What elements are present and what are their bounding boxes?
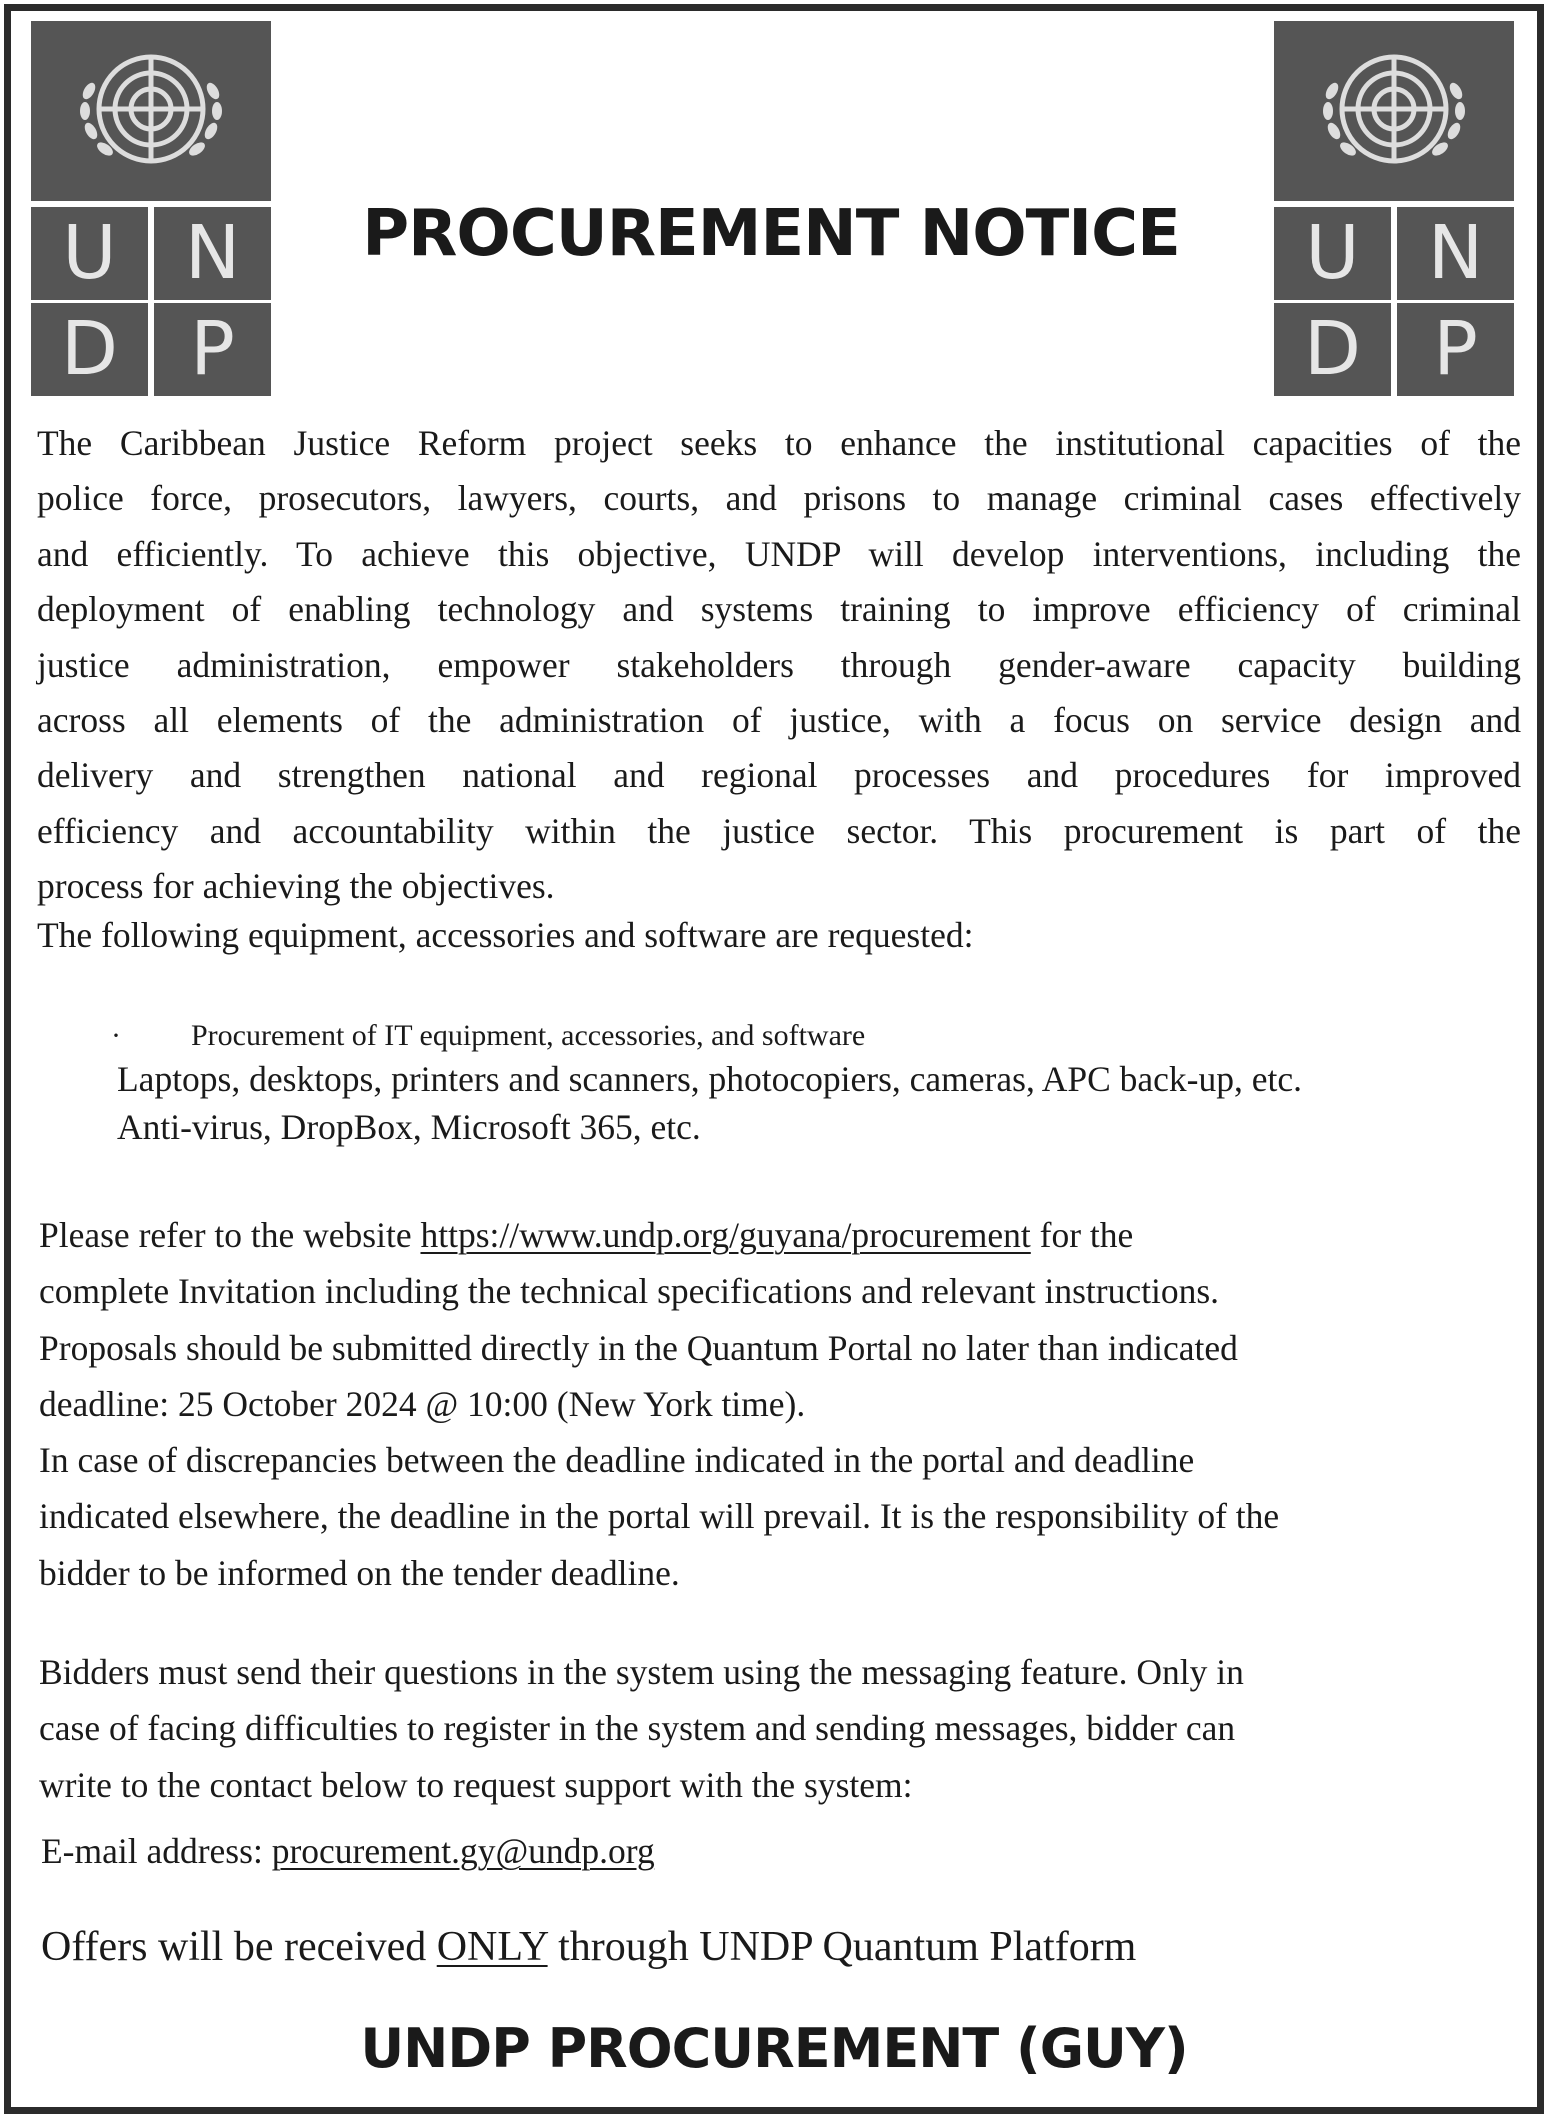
intro-line: process for achieving the objectives. — [37, 866, 555, 907]
questions-block — [39, 1644, 1519, 1813]
questions-line: case of facing difficulties to register in the system and sending messages, bidder can — [39, 1708, 1236, 1749]
logo-letter-p: P — [1397, 303, 1514, 396]
instructions-block — [39, 1207, 1519, 1601]
instructions-line: complete Invitation including the technical specifications and relevant instructions. — [39, 1271, 1220, 1312]
bullet-text: Procurement of IT equipment, accessories, and software — [191, 1019, 866, 1052]
intro-line: and efficiently. To achieve this objective, UNDP will develop interventions, including the — [37, 533, 1521, 574]
email-line — [41, 1823, 655, 1879]
website-before: Please refer to the website — [39, 1215, 421, 1255]
offers-after: through UNDP Quantum Platform — [547, 1924, 1137, 1970]
intro-line: The Caribbean Justice Reform project seeks to enhance the institutional capacities of the — [37, 423, 1521, 463]
questions-line: write to the contact below to request support with the system: — [39, 1764, 913, 1805]
notice-frame — [4, 4, 1544, 2114]
logo-letter-d: D — [31, 303, 148, 396]
email-link[interactable]: procurement.gy@undp.org — [271, 1831, 655, 1871]
footer-title: UNDP PROCUREMENT (GUY) — [360, 2017, 1188, 2080]
offers-emphasis: ONLY — [436, 1924, 548, 1970]
intro-line: police force, prosecutors, lawyers, courts, and prisons to manage criminal cases effectively — [37, 478, 1521, 519]
intro-paragraph — [37, 416, 1521, 915]
un-emblem-icon — [31, 21, 271, 201]
website-line — [39, 1207, 1519, 1263]
intro-line: deployment of enabling technology and systems training to improve efficiency of criminal — [37, 589, 1521, 630]
request-line: The following equipment, accessories and software are requested: — [37, 915, 974, 955]
logo-letter-n: N — [1397, 207, 1514, 300]
intro-line: delivery and strengthen national and regional processes and procedures for improved — [37, 755, 1521, 796]
instructions-line: In case of discrepancies between the deadline indicated in the portal and deadline — [39, 1440, 1195, 1481]
instructions-line: Proposals should be submitted directly in the Quantum Portal no later than indicated — [39, 1327, 1238, 1368]
logo-letter-u: U — [31, 207, 148, 300]
deadline-line: deadline: 25 October 2024 @ 10:00 (New York time). — [39, 1383, 806, 1424]
procurement-website-link[interactable]: https://www.undp.org/guyana/procurement — [420, 1215, 1031, 1255]
logo-letter-n: N — [154, 207, 271, 300]
questions-line: Bidders must send their questions in the system using the messaging feature. Only in — [39, 1652, 1244, 1692]
bullet-item — [111, 1015, 865, 1057]
logo-letter-d: D — [1274, 303, 1391, 396]
page-title: PROCUREMENT NOTICE — [362, 197, 1180, 271]
email-label: E-mail address: — [41, 1831, 272, 1871]
instructions-line: bidder to be informed on the tender deadline. — [39, 1552, 680, 1593]
intro-line: across all elements of the administration of justice, with a focus on service design and — [37, 700, 1521, 741]
un-emblem-icon — [1274, 21, 1514, 201]
offers-line — [41, 1919, 1136, 1975]
bullet-symbol: · — [111, 1019, 121, 1052]
intro-line: efficiency and accountability within the justice sector. This procurement is part of the — [37, 810, 1521, 851]
logo-letter-u: U — [1274, 207, 1391, 300]
equipment-list: Laptops, desktops, printers and scanners, photocopiers, cameras, APC back-up, etc. — [117, 1059, 1303, 1099]
instructions-line: indicated elsewhere, the deadline in the portal will prevail. It is the responsibility of the — [39, 1496, 1280, 1537]
intro-line: justice administration, empower stakeholders through gender-aware capacity building — [37, 644, 1521, 685]
undp-logo-left — [31, 21, 271, 393]
undp-logo-right — [1274, 21, 1514, 393]
software-list: Anti-virus, DropBox, Microsoft 365, etc. — [117, 1107, 701, 1147]
offers-before: Offers will be received — [41, 1924, 437, 1970]
logo-letter-p: P — [154, 303, 271, 396]
website-after: for the — [1030, 1215, 1134, 1255]
